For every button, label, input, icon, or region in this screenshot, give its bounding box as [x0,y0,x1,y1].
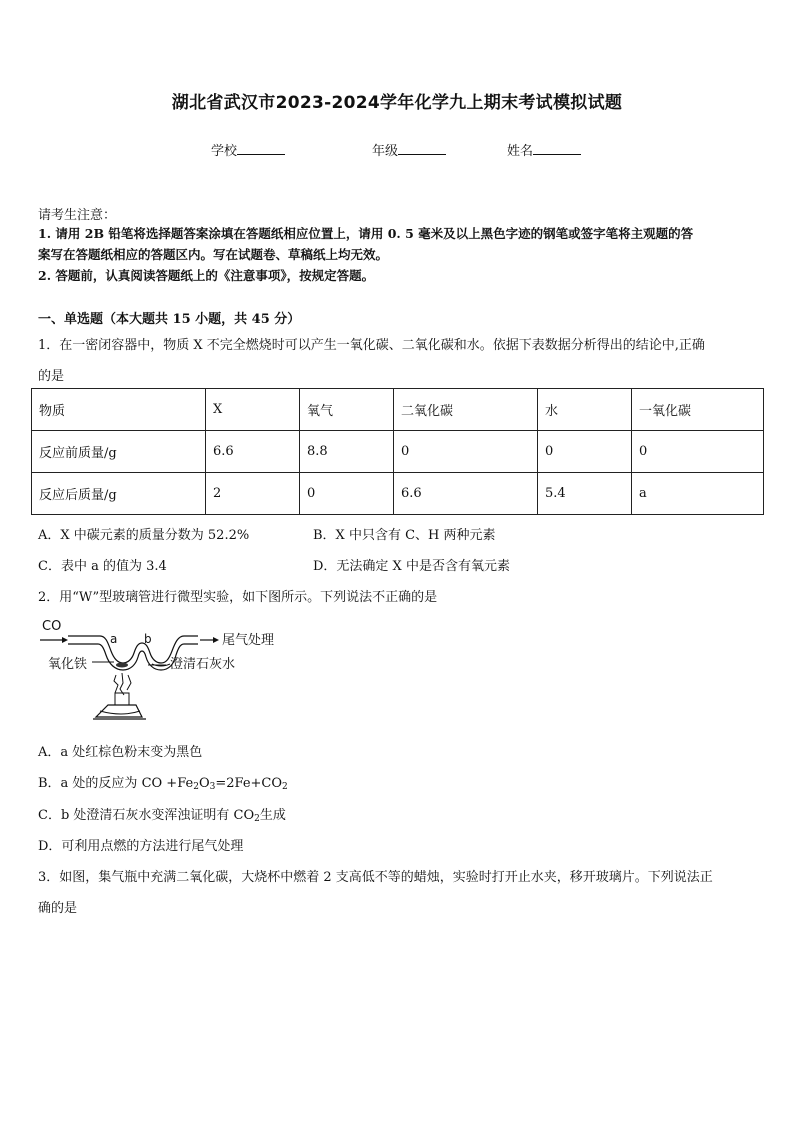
table-header-cell: 物质 [32,389,206,431]
school-blank[interactable] [237,142,285,155]
table-header-cell: 水 [538,389,632,431]
outlet-arrowhead [213,637,219,643]
table-header-cell: 二氧化碳 [394,389,538,431]
label-b: b [144,632,152,646]
notice-heading: 请考生注意： [38,208,117,223]
page-title: 湖北省武汉市2023-2024学年化学九上期末考试模拟试题 [171,93,623,113]
table-row [32,473,764,515]
notice-item-2: 2. 答题前，认真阅读答题纸上的《注意事项》，按规定答题。 [38,268,375,283]
q1-option-b[interactable]: B．X 中只含有 C、H 两种元素 [313,528,496,543]
q2-option-d[interactable]: D．可利用点燃的方法进行尾气处理 [38,839,244,854]
co-label: CO [42,619,62,634]
q3-stem-line-1: 3．如图，集气瓶中充满二氧化碳，大烧杯中燃着 2 支高低不等的蜡烛，实验时打开止水夹，移开玻璃片。下列说法正 [38,870,713,885]
table-cell: 6.6 [206,431,300,473]
table-cell: 反应后质量/g [32,473,206,515]
table-cell: 0 [300,473,394,515]
table-cell: 2 [206,473,300,515]
table-cell: 0 [538,431,632,473]
table-row [32,431,764,473]
q3-stem-line-2: 确的是 [38,901,78,916]
table-cell: 反应前质量/g [32,431,206,473]
notice-item-1-line-2: 案写在答题纸相应的答题区内。写在试题卷、草稿纸上均无效。 [38,247,389,262]
q2-option-c-text: C．b 处澄清石灰水变浑浊证明有 CO [38,808,255,823]
q2-option-c[interactable] [38,804,286,823]
lamp-wick-holder [115,693,129,705]
notice-item-1-line-1: 1. 请用 2B 铅笔将选择题答案涂填在答题纸相应位置上，请用 0. 5 毫米及以上黑色字迹的钢笔或签字笔将主观题的答 [38,226,694,241]
school-label: 学校 [211,144,238,159]
subscript: 3 [209,782,216,792]
q2-option-a[interactable]: A．a 处红棕色粉末变为黑色 [38,745,203,760]
name-blank[interactable] [533,142,581,155]
table-header-row [32,389,764,431]
table-cell: 5.4 [538,473,632,515]
school-field [211,140,285,159]
exhaust-label: 尾气处理 [222,633,275,648]
w-tube-diagram [38,613,298,725]
q2-option-b-text: =2Fe+CO [215,776,283,791]
grade-blank[interactable] [398,142,446,155]
q1-stem-line-2: 的是 [38,369,65,384]
flame-icon [114,673,131,695]
table-cell: 0 [394,431,538,473]
table-header-cell: 一氧化碳 [632,389,764,431]
iron-oxide-label: 氧化铁 [48,657,88,672]
name-label: 姓名 [507,144,534,159]
inlet-arrowhead [62,637,68,643]
q1-data-table [31,388,764,515]
table-cell: 8.8 [300,431,394,473]
table-header-cell: 氧气 [300,389,394,431]
grade-field [372,140,446,159]
q2-option-b[interactable] [38,772,288,791]
alcohol-lamp-icon [96,705,142,717]
iron-oxide-powder [116,663,128,668]
section-heading: 一、单选题（本大题共 15 小题，共 45 分） [38,312,301,327]
q2-stem: 2．用“W”型玻璃管进行微型实验，如下图所示。下列说法不正确的是 [38,590,438,605]
subscript: 2 [193,782,199,792]
label-a: a [110,632,118,646]
table-header-cell: X [206,389,300,431]
q2-option-b-text: O [198,776,210,791]
q1-option-a[interactable]: A．X 中碳元素的质量分数为 52.2% [38,528,250,543]
subscript: 2 [254,814,260,824]
limewater-label: 澄清石灰水 [170,657,236,672]
table-cell: 6.6 [394,473,538,515]
name-field [507,140,581,159]
subscript: 2 [282,782,288,792]
lamp-liquid [100,711,140,714]
q1-option-d[interactable]: D．无法确定 X 中是否含有氧元素 [313,559,510,574]
grade-label: 年级 [372,144,399,159]
q2-option-c-text: 生成 [259,808,286,823]
table-cell: a [632,473,764,515]
q1-stem-line-1: 1．在一密闭容器中，物质 X 不完全燃烧时可以产生一氧化碳、二氧化碳和水。依据下表数据分析得出的结论中,正确 [38,338,705,353]
table-cell: 0 [632,431,764,473]
q2-option-b-text: B．a 处的反应为 CO +Fe [38,776,194,791]
q1-option-c[interactable]: C．表中 a 的值为 3.4 [38,559,167,574]
